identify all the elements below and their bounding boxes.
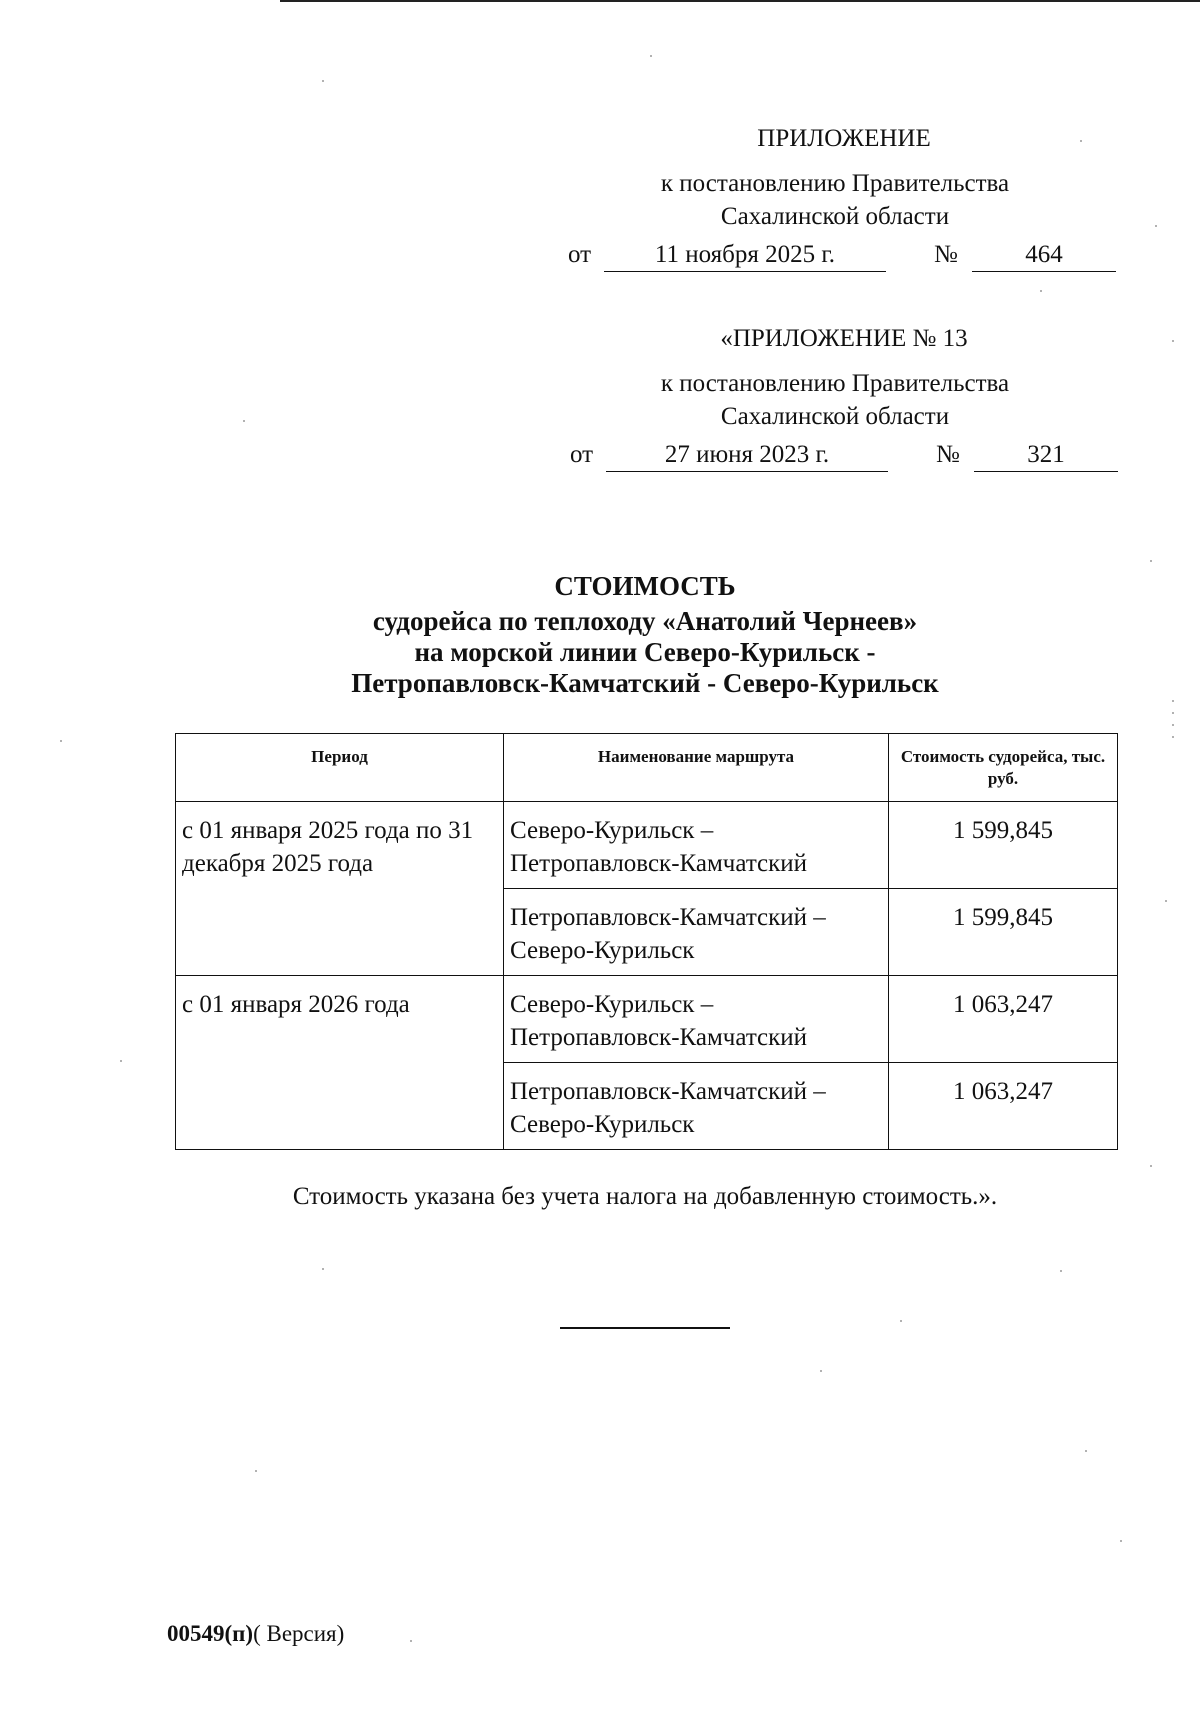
version-label: ( Версия)	[253, 1621, 345, 1646]
version-footer	[167, 1620, 344, 1648]
document-title-line-2: на морской линии Северо-Курильск -	[414, 637, 876, 667]
appendix-from-label: от	[568, 241, 592, 268]
appendix-number-label: №	[934, 241, 958, 268]
original-appendix-title: «ПРИЛОЖЕНИЕ № 13	[720, 325, 968, 352]
cost-cell: 1 063,247	[889, 976, 1118, 1063]
header-period: Период	[176, 734, 504, 802]
vat-note: Стоимость указана без учета налога на добавленную стоимость.».	[292, 1183, 998, 1210]
period-cell: с 01 января 2026 года	[176, 976, 504, 1150]
route-cell: Северо-Курильск – Петропавловск-Камчатский	[504, 976, 889, 1063]
appendix-title: ПРИЛОЖЕНИЕ	[757, 125, 931, 152]
document-title-main: СТОИМОСТЬ	[554, 571, 736, 601]
original-appendix-from-label: от	[570, 441, 594, 468]
period-cell: с 01 января 2025 года по 31 декабря 2025 года	[176, 802, 504, 976]
end-rule	[560, 1327, 730, 1329]
route-cell: Петропавловск-Камчатский – Северо-Курильск	[504, 1063, 889, 1150]
cost-cell: 1 063,247	[889, 1063, 1118, 1150]
document-title-line-3: Петропавловск-Камчатский - Северо-Курильск	[351, 668, 939, 698]
original-appendix-date: 27 июня 2023 г.	[606, 438, 888, 472]
original-appendix-number-label: №	[936, 441, 960, 468]
header-cost: Стоимость судорейса, тыс. руб.	[889, 734, 1118, 802]
route-cell: Петропавловск-Камчатский – Северо-Курильск	[504, 889, 889, 976]
original-appendix-line-2: Сахалинской области	[720, 403, 950, 430]
scan-top-border	[280, 0, 1200, 2]
original-appendix-number: 321	[974, 438, 1118, 472]
header-route: Наименование маршрута	[504, 734, 889, 802]
original-appendix-line-1: к постановлению Правительства	[660, 370, 1010, 397]
cost-cell: 1 599,845	[889, 889, 1118, 976]
appendix-line-2: Сахалинской области	[720, 203, 950, 230]
table-row	[176, 976, 1118, 1063]
document-title-line-1: судорейса по теплоходу «Анатолий Чернеев»	[372, 606, 918, 636]
route-cell: Северо-Курильск – Петропавловск-Камчатский	[504, 802, 889, 889]
appendix-line-1: к постановлению Правительства	[660, 170, 1010, 197]
original-appendix-header	[555, 322, 1115, 433]
appendix-header	[555, 122, 1115, 233]
table-row	[176, 802, 1118, 889]
table-header-row	[176, 734, 1118, 802]
cost-cell: 1 599,845	[889, 802, 1118, 889]
cost-table	[175, 733, 1118, 1150]
version-code: 00549(п)	[167, 1621, 254, 1646]
appendix-number: 464	[972, 238, 1116, 272]
document-title	[0, 571, 1200, 699]
appendix-date: 11 ноября 2025 г.	[604, 238, 886, 272]
